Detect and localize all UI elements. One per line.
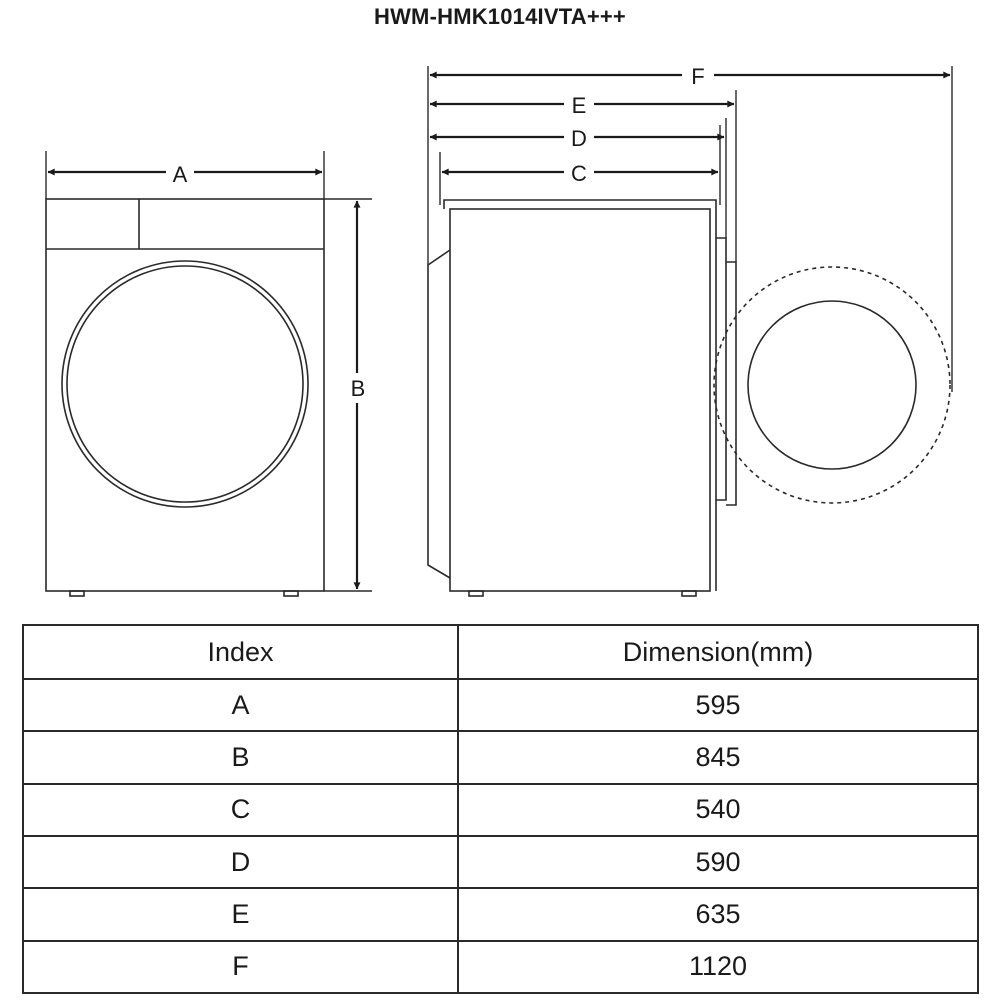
- open-door-glass: [748, 301, 916, 469]
- model-title: HWM-HMK1014IVTA+++: [374, 4, 626, 29]
- door-outer-ring: [62, 261, 308, 507]
- table-row: [23, 784, 978, 836]
- door-inner-ring: [67, 266, 303, 502]
- table-row: [23, 836, 978, 888]
- table-header-row: [23, 625, 978, 679]
- side-top-lid: [444, 200, 716, 209]
- dimension-table: [22, 624, 979, 994]
- value-cell: 845: [458, 731, 978, 783]
- side-door-edge: [726, 262, 736, 505]
- dimension-f-label: F: [691, 64, 705, 89]
- side-rear-bulge: [428, 250, 450, 578]
- front-foot-left: [70, 591, 84, 596]
- dimension-e-label: E: [571, 93, 587, 118]
- dimension-a: [46, 151, 324, 199]
- index-cell: B: [23, 731, 458, 783]
- open-door-swing: [714, 267, 950, 503]
- side-extension-lines: [428, 66, 952, 392]
- front-view: [46, 199, 324, 596]
- dimension-d: [430, 124, 724, 151]
- value-cell: 635: [458, 888, 978, 940]
- index-cell: F: [23, 941, 458, 993]
- column-header-index: Index: [23, 625, 458, 679]
- value-cell: 590: [458, 836, 978, 888]
- index-cell: A: [23, 679, 458, 731]
- side-door-profile: [716, 238, 726, 500]
- table-row: [23, 679, 978, 731]
- index-cell: D: [23, 836, 458, 888]
- side-view: [428, 200, 950, 596]
- dimension-c: [442, 159, 718, 186]
- dimension-a-label: A: [172, 162, 188, 187]
- value-cell: 1120: [458, 941, 978, 993]
- table-row: [23, 888, 978, 940]
- dimension-f: [430, 62, 950, 89]
- dimension-c-label: C: [571, 161, 587, 186]
- dimension-b: [324, 199, 372, 591]
- front-foot-right: [284, 591, 298, 596]
- dimension-b-label: B: [350, 376, 366, 401]
- value-cell: 540: [458, 784, 978, 836]
- table-row: [23, 941, 978, 993]
- table-row: [23, 731, 978, 783]
- front-cabinet-outline: [46, 199, 324, 591]
- dimension-e: [430, 91, 734, 118]
- index-cell: C: [23, 784, 458, 836]
- column-header-dimension: Dimension(mm): [458, 625, 978, 679]
- side-foot-front: [682, 591, 696, 596]
- side-cabinet-body: [450, 209, 710, 591]
- dimension-d-label: D: [571, 126, 587, 151]
- index-cell: E: [23, 888, 458, 940]
- side-foot-rear: [469, 591, 483, 596]
- value-cell: 595: [458, 679, 978, 731]
